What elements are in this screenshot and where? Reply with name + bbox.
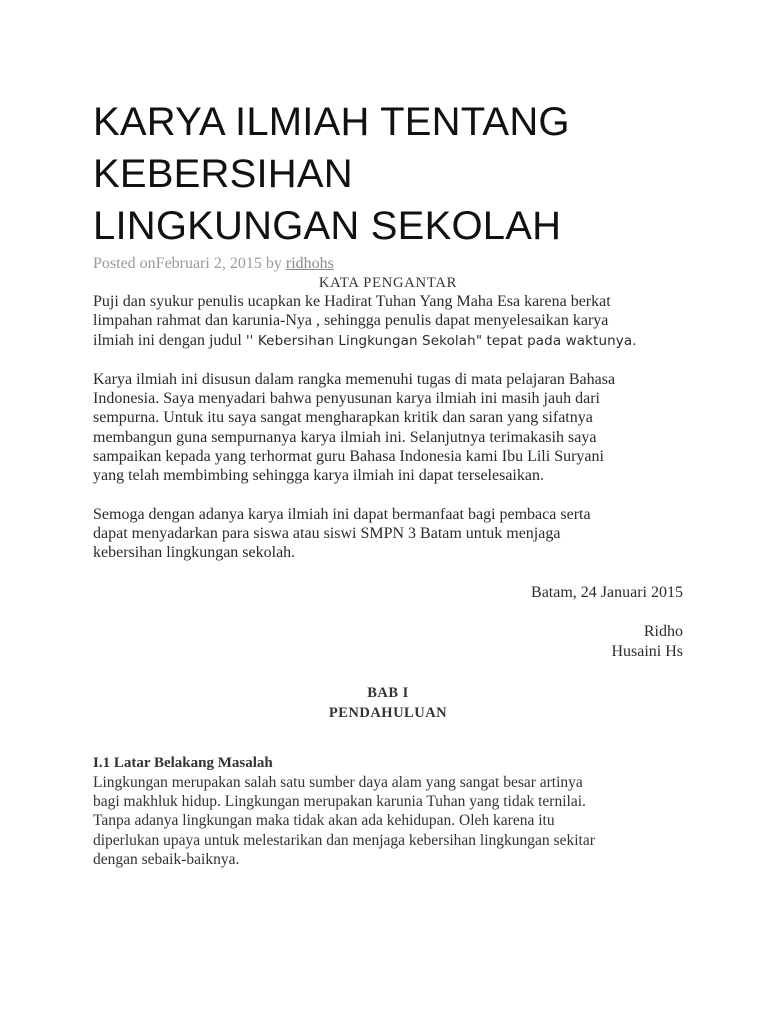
text-line: ilmiah ini dengan judul — [93, 331, 246, 349]
text-line: Puji dan syukur penulis ucapkan ke Hadirat Tuhan Yang Maha Esa karena berkat — [93, 293, 611, 310]
kata-pengantar-paragraph-2 — [93, 370, 683, 486]
post-meta — [93, 254, 683, 274]
text-line: dengan sebaik-baiknya. — [93, 850, 240, 868]
title-line: KEBERSIHAN — [93, 152, 353, 196]
chapter-name: PENDAHULUAN — [328, 705, 448, 722]
text-line: sampaikan kepada yang terhormat guru Bahasa Indonesia kami Ibu Lili Suryani — [93, 448, 604, 466]
section-title: I.1 Latar Belakang Masalah — [93, 755, 273, 772]
author-link[interactable]: ridhohs — [285, 255, 334, 272]
quoted-title: '' Kebersihan Lingkungan Sekolah" tepat pada waktunya. — [245, 332, 637, 349]
text-line: membangun guna sempurnanya karya ilmiah ini. Selanjutnya terimakasih saya — [93, 428, 597, 446]
text-line: bagi makhluk hidup. Lingkungan merupakan karunia Tuhan yang tidak ternilai. — [93, 793, 586, 811]
chapter-heading — [93, 683, 683, 723]
title-line: KARYA ILMIAH TENTANG — [93, 100, 570, 144]
text-line: Lingkungan merupakan salah satu sumber daya alam yang sangat besar artinya — [93, 774, 583, 792]
kata-pengantar-paragraph-1 — [93, 292, 683, 351]
place-date: Batam, 24 Januari 2015 — [531, 583, 683, 601]
title-line: LINGKUNGAN SEKOLAH — [93, 204, 562, 248]
signature-block — [93, 622, 683, 661]
section-paragraph — [93, 773, 683, 869]
kata-pengantar-heading: KATA PENGANTAR — [318, 275, 458, 291]
chapter-number: BAB I — [367, 685, 409, 702]
post-date: Februari 2, 2015 — [155, 255, 262, 272]
text-line: kebersihan lingkungan sekolah. — [93, 544, 296, 562]
page-title — [93, 96, 683, 252]
text-line: Indonesia. Saya menyadari bahwa penyusunan karya ilmiah ini masih jauh dari — [93, 390, 600, 408]
kata-pengantar-paragraph-3 — [93, 505, 683, 563]
text-line: Tanpa adanya lingkungan maka tidak akan ada kehidupan. Oleh karena itu — [93, 812, 555, 830]
posted-label: Posted on — [93, 255, 156, 272]
text-line: Karya ilmiah ini disusun dalam rangka memenuhi tugas di mata pelajaran Bahasa — [93, 370, 616, 388]
text-line: diperlukan upaya untuk melestarikan dan menjaga kebersihan lingkungan sekitar — [93, 831, 595, 849]
by-label: by — [261, 255, 286, 272]
signature-line: Husaini Hs — [611, 642, 683, 660]
text-line: Semoga dengan adanya karya ilmiah ini dapat bermanfaat bagi pembaca serta — [93, 505, 591, 523]
text-line: yang telah membimbing sehingga karya ilmiah ini dapat terselesaikan. — [93, 467, 544, 485]
text-line: sempurna. Untuk itu saya sangat mengharapkan kritik dan saran yang sifatnya — [93, 409, 593, 427]
text-line: limpahan rahmat dan karunia-Nya , sehingga penulis dapat menyelesaikan karya — [93, 312, 609, 330]
document-content — [93, 96, 683, 869]
text-line: dapat menyadarkan para siswa atau siswi SMPN 3 Batam untuk menjaga — [93, 524, 561, 542]
signature-line: Ridho — [643, 623, 683, 641]
